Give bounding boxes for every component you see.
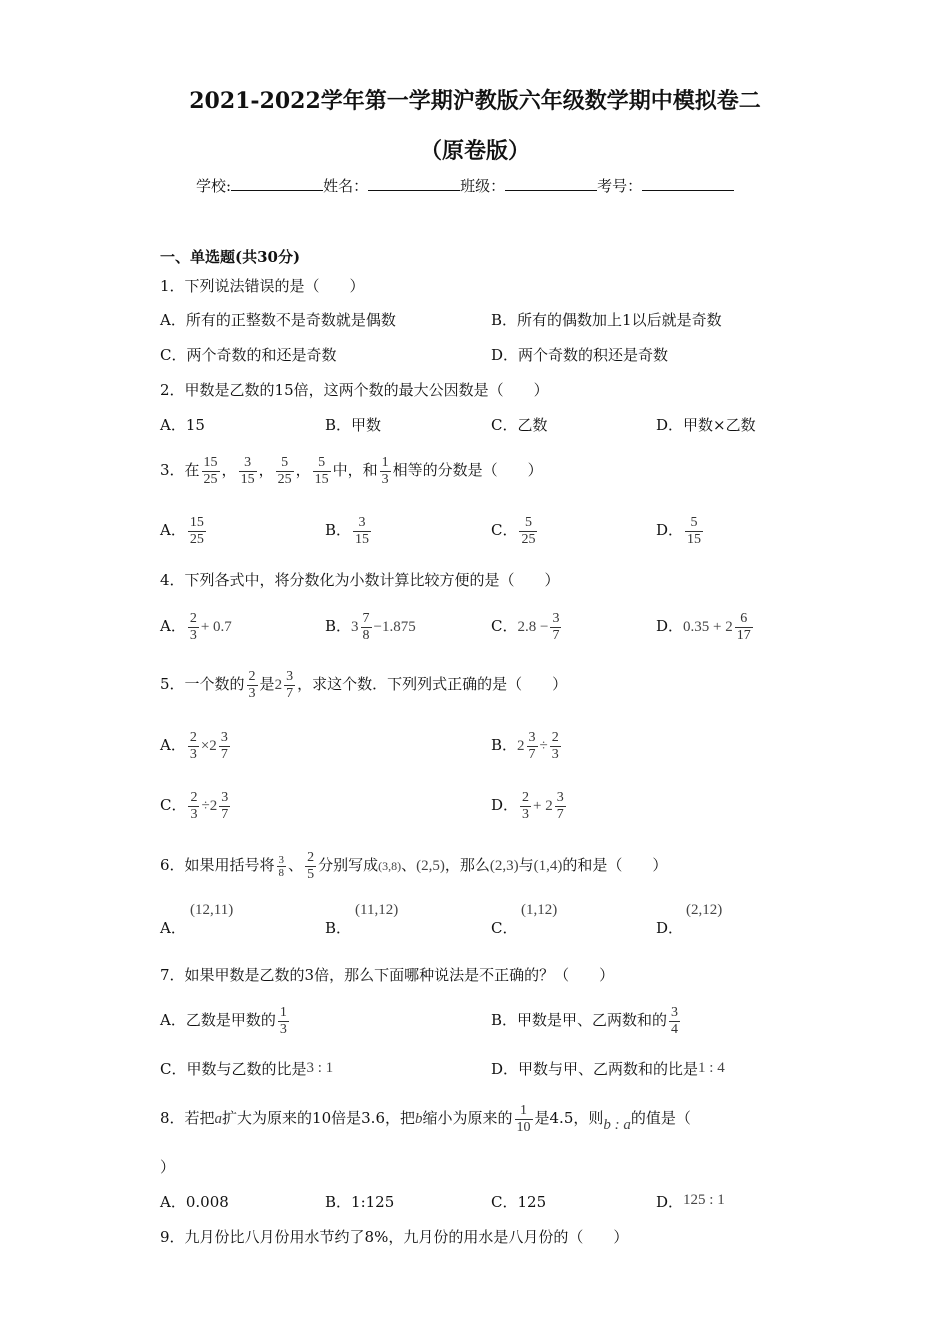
q6-option-b-label: B． [325,919,352,937]
q3-fraction-1: $\frac{15}{25}$ [203,454,218,487]
q3-option-c: C． $\frac{5}{25}$ [491,514,536,547]
section-heading: 一、单选题(共30分) [160,248,301,266]
q8-option-c: C．125 [491,1193,547,1211]
q4-option-b: B．3 $\frac{7}{8}$ −1.875 [325,610,416,643]
q3-fraction-4: $\frac{5}{15}$ [314,454,329,487]
q5-stem: 5．一个数的 $\frac{2}{3}$ 是2 $\frac{3}{7}$ ，求这个数．下列列式正确的是（ ） [160,668,568,701]
school-blank [231,176,323,191]
q6-option-a-value: (12,11) [190,902,234,918]
q5-option-d: D． $\frac{2}{3}$ + 2 $\frac{3}{7}$ [491,789,564,822]
q6-fraction-2: $\frac{2}{5}$ [307,849,315,882]
class-blank [505,176,597,191]
exam-subtitle: （原卷版） [419,138,530,164]
class-label: 班级： [460,177,506,195]
q6-option-c-label: C． [491,919,518,937]
student-info-line [196,176,734,196]
q2-option-a: A．15 [160,416,205,434]
q4-option-d: D．0.35 + 2 $\frac{6}{17}$ [656,610,751,643]
q1-option-d: D．两个奇数的积还是奇数 [491,346,669,364]
q6-fraction-1: $\frac{3}{8}$ [278,853,285,879]
q5-option-b: B．2 $\frac{3}{7}$ ÷ $\frac{2}{3}$ [491,729,559,762]
q7-option-b: B．甲数是甲、乙两数和的 $\frac{3}{4}$ [491,1004,679,1037]
number-label: 考号： [597,177,643,195]
q1-stem: 1．下列说法错误的是（ ） [160,277,365,295]
q6-option-d-label: D． [656,919,684,937]
q6-option-c-value: (1,12) [521,902,558,918]
q1-option-b: B．所有的偶数加上1以后就是奇数 [491,311,722,329]
school-label: 学校: [196,177,232,195]
q7-stem: 7．如果甲数是乙数的3倍，那么下面哪种说法是不正确的？（ ） [160,966,615,984]
q3-stem: 3．在 $\frac{15}{25}$ ， $\frac{3}{15}$ ， $\frac{5}{25}$ ， $\frac{5}{15}$ 中，和 $\frac{1}{3}$ 相等的分数是（ ） [160,454,543,487]
q3-option-a: A． $\frac{15}{25}$ [160,514,204,547]
q3-prefix: 3．在 [160,461,200,479]
q4-stem: 4．下列各式中，将分数化为小数计算比较方便的是（ ） [160,571,560,589]
q1-option-a: A．所有的正整数不是奇数就是偶数 [160,311,396,329]
name-label: 姓名： [323,177,369,195]
q6-option-a-label: A． [160,919,186,937]
q8-fraction: $\frac{1}{10}$ [516,1102,531,1135]
q2-option-c: C．乙数 [491,416,548,434]
q5-option-a: A． $\frac{2}{3}$ ×2 $\frac{3}{7}$ [160,729,228,762]
q9-stem: 9．九月份比八月份用水节约了8%，九月份的用水是八月份的（ ） [160,1228,629,1246]
q8-stem-close: ） [160,1158,176,1176]
q8-option-b: B．1:125 [325,1193,395,1211]
q7-option-d: D．甲数与甲、乙两数和的比是1 : 4 [491,1060,725,1078]
exam-title: 2021-2022学年第一学期沪教版六年级数学期中模拟卷二 [189,88,761,114]
q1-option-c: C．两个奇数的和还是奇数 [160,346,337,364]
q4-option-c: C．2.8 − $\frac{3}{7}$ [491,610,560,643]
q3-fraction-2: $\frac{3}{15}$ [240,454,255,487]
q8-stem: 8．若把a扩大为原来的10倍是3.6，把b缩小为原来的 $\frac{1}{10}$ 是4.5，则b : a的值是（ [160,1102,691,1135]
q4-option-a: A． $\frac{2}{3}$ + 0.7 [160,610,232,643]
q3-fraction-5: $\frac{1}{3}$ [381,454,389,487]
q7-option-c: C．甲数与乙数的比是3 : 1 [160,1060,334,1078]
q7-option-a: A．乙数是甲数的 $\frac{1}{3}$ [160,1004,287,1037]
q5-fraction-2: $\frac{3}{7}$ [286,668,294,701]
q3-option-b: B． $\frac{3}{15}$ [325,514,370,547]
q5-fraction-1: $\frac{2}{3}$ [248,668,256,701]
q8-option-d: D．125 : 1 [656,1192,725,1211]
q6-stem: 6．如果用括号将 $\frac{3}{8}$ 、 $\frac{2}{5}$ 分别写成(3,8)、(2,5)，那么(2,3)与(1,4)的和是（ ） [160,849,668,882]
q8-option-a: A．0.008 [160,1193,229,1211]
q2-stem: 2．甲数是乙数的15倍，这两个数的最大公因数是（ ） [160,381,549,399]
q3-fraction-3: $\frac{5}{25}$ [277,454,292,487]
q3-option-d: D． $\frac{5}{15}$ [656,514,702,547]
q5-option-c: C． $\frac{2}{3}$ ÷2 $\frac{3}{7}$ [160,789,229,822]
number-blank [642,176,734,191]
name-blank [368,176,460,191]
q6-option-d-value: (2,12) [686,902,723,918]
q2-option-d: D．甲数×乙数 [656,416,756,434]
q6-option-b-value: (11,12) [355,902,399,918]
q2-option-b: B．甲数 [325,416,382,434]
